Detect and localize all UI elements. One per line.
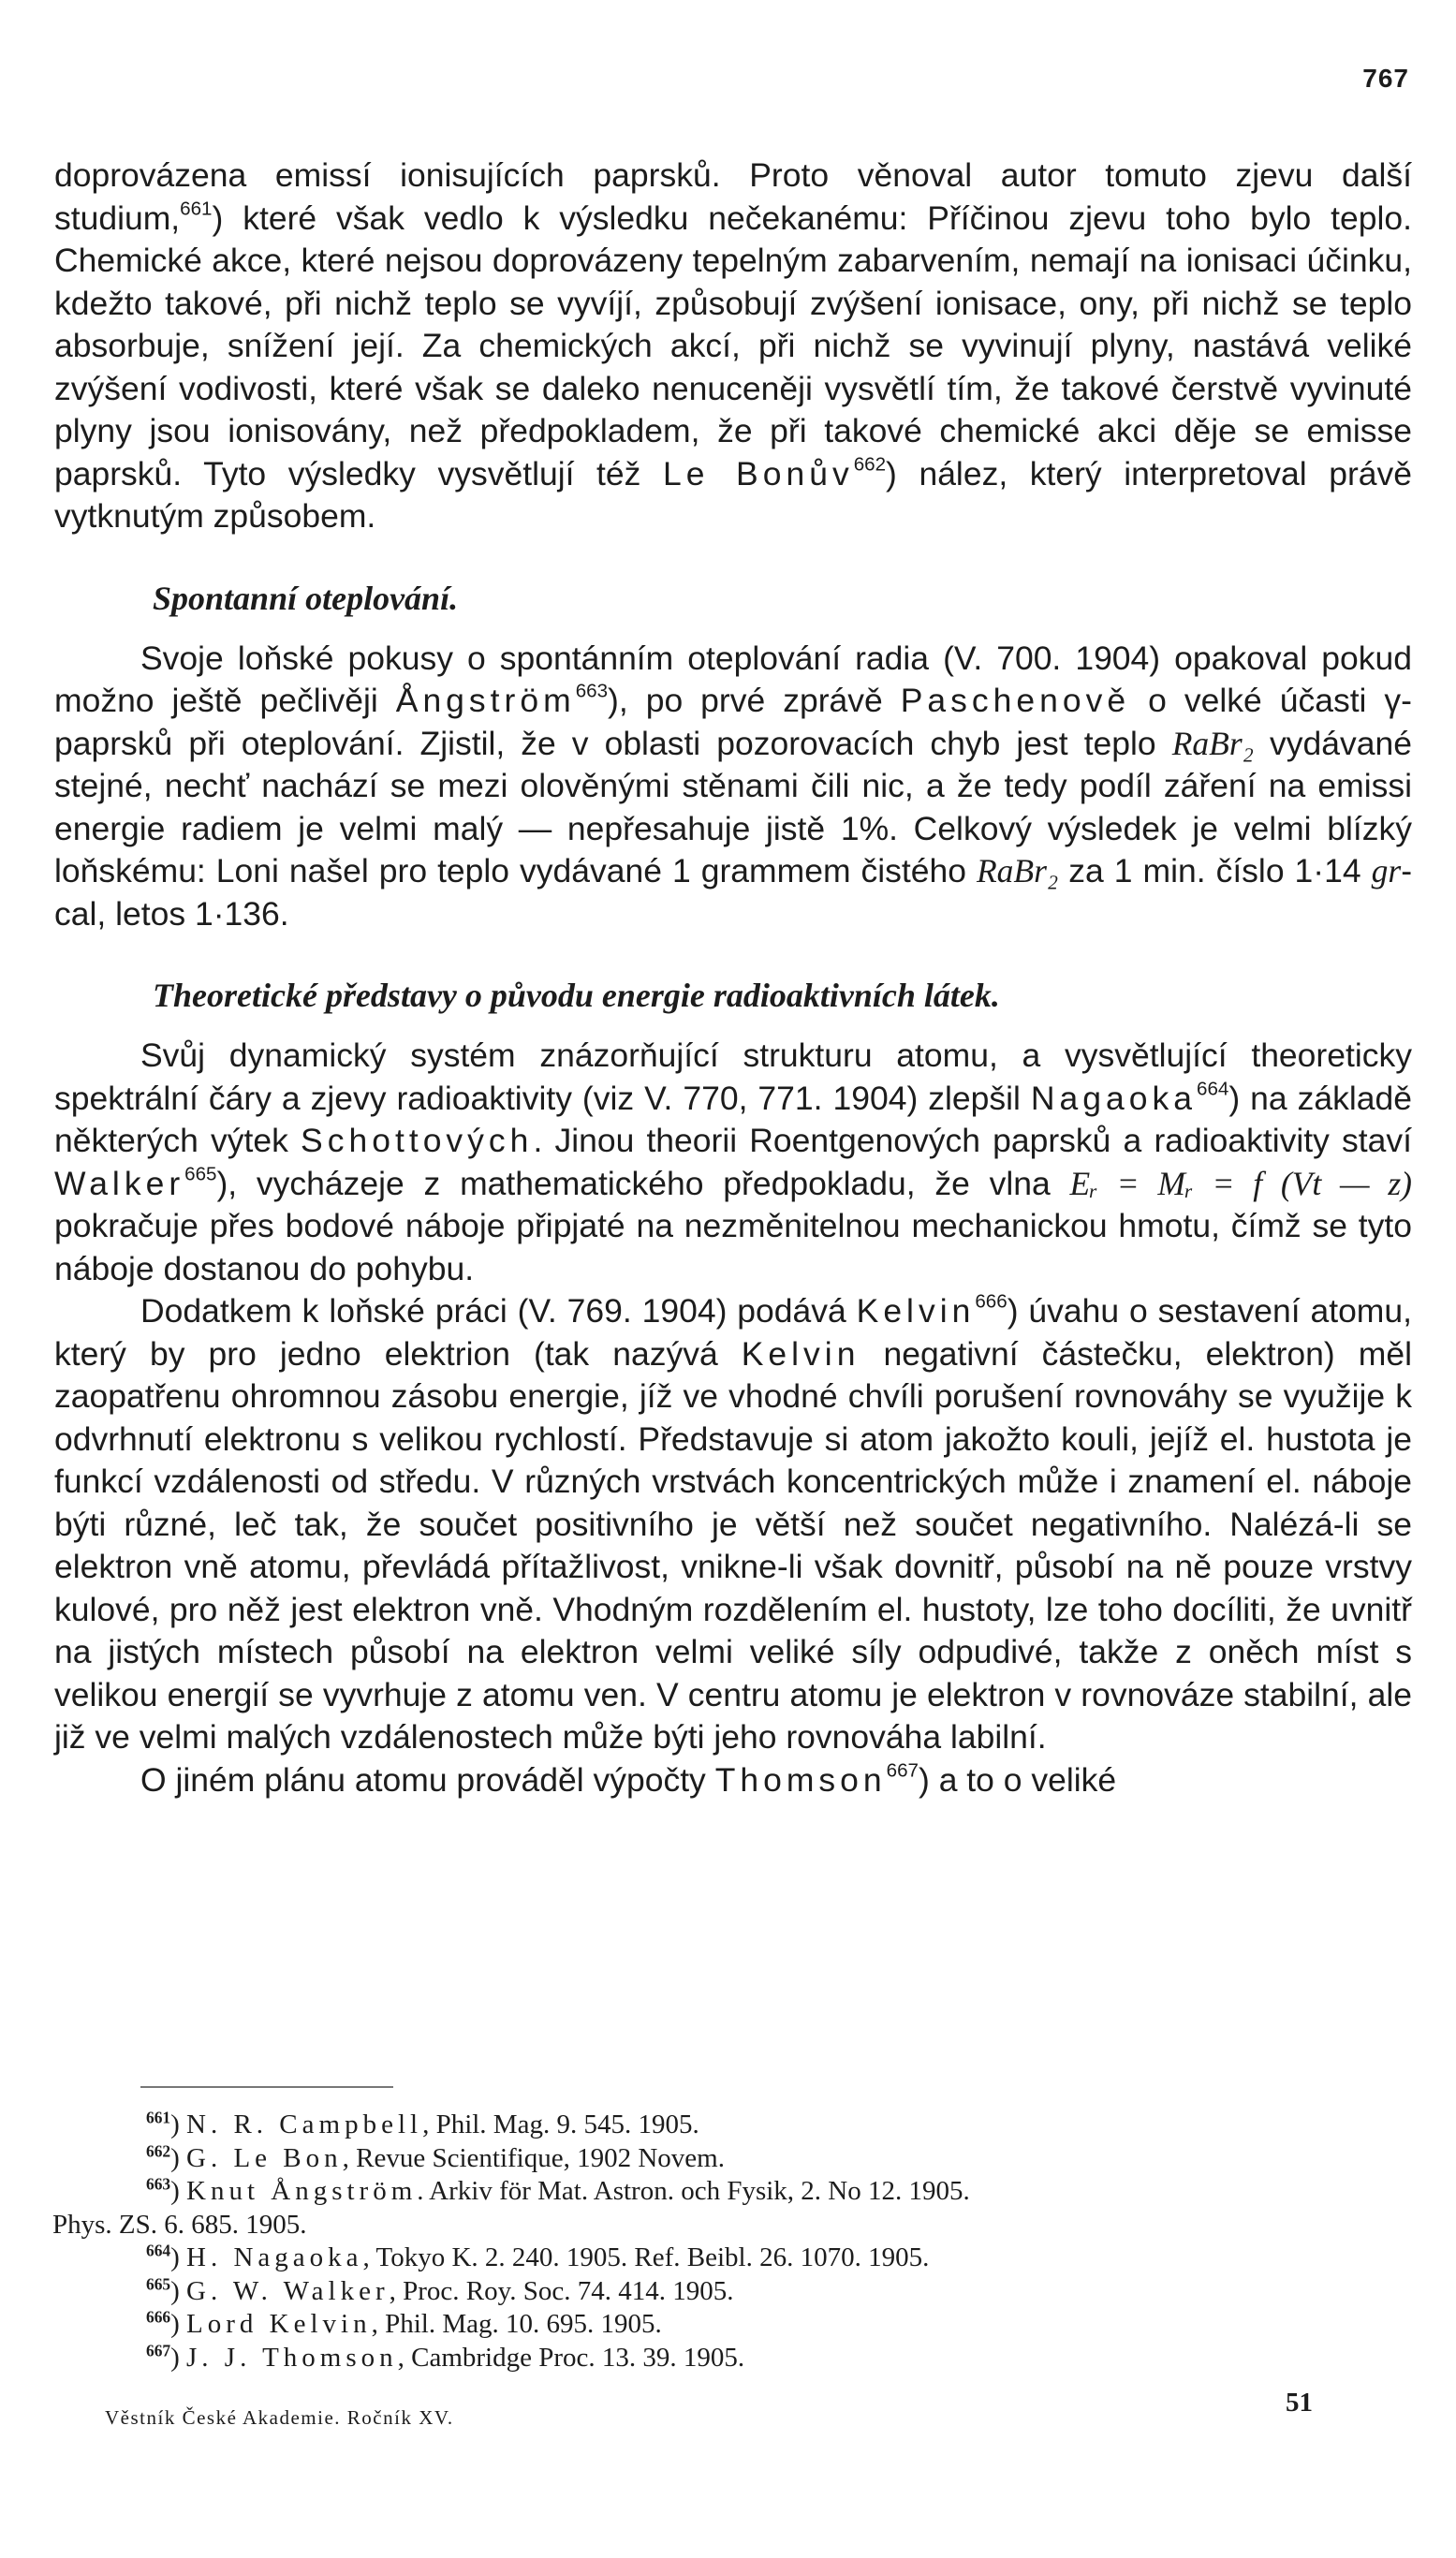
paragraph-campbell: doprovázena emissí ionisujících paprsků. Proto věnoval autor tomuto zjevu další studium,$^{661}$) které však vedlo k výsledku nečekanému: Příčinou zjevu toho bylo teplo. Chemické akce, které nejsou doprovázeny tepelným zabarvením, nemají na ionisaci účinku, kdežto takové, při nichž teplo se vyvíjí, způsobují zvýšení ionisace, ony, při nichž se teplo absorbuje, snížení její. Za chemických akcí, při nichž se vyvinují plyny, nastává veliké zvýšení vodivosti, které však se daleko nenuceněji vysvětlí tím, že takové čerstvě vyvinuté plyny jsou ionisovány, než předpokladem, že při takové chemické akci děje se emisse paprsků. Tyto výsledky vysvětlují též Le Bonův$^{662}$) nález, který interpretoval právě vytknutým způsobem. <box>54 156 1412 535</box>
sheet-signature-number: 51 <box>1286 2388 1313 2418</box>
author-name: Ångström <box>395 682 576 719</box>
section-heading-theoretical-ideas: Theoretické představy o původu energie radioaktivních látek. <box>153 977 1000 1014</box>
footnote-664: $^{664}$) H. Nagaoka, Tokyo K. 2. 240. 1905. Ref. Beibl. 26. 1070. 1905. <box>146 2241 930 2272</box>
paragraph-angstrom: Svoje loňské pokusy o spontánním oteplování radia (V. 700. 1904) opakoval pokud možno ještě pečlivěji Ångström$^{663}$), po prvé zprávě Paschenově o velké účasti γ-paprsků při oteplování. Zjistil, že v oblasti pozorovacích chyb jest teplo RaBr₂ vydávané stejné, nechť nachází se mezi olověnými stěnami čili nic, a že tedy podíl záření na emissi energie radiem je velmi malý — nepřesahuje jistě 1%. Celkový výsledek je velmi blízký loňskému: Loni našel pro teplo vydávané 1 grammem čistého RaBr₂ za 1 min. číslo 1·14 gr-cal, letos 1·136. <box>54 639 1413 933</box>
footnote-ref-666[interactable]: 666 <box>975 1290 1007 1313</box>
footnote-665: $^{665}$) G. W. Walker, Proc. Roy. Soc. 74. 414. 1905. <box>146 2274 734 2306</box>
paragraph-nagaoka: Svůj dynamický systém znázorňující strukturu atomu, a vysvětlující theoreticky spektrální čáry a zjevy radioaktivity (viz V. 770, 771. 1904) zlepšil Nagaoka$^{664}$) na základě některých výtek Schottových. Jinou theorii Roentgenových paprsků a radioaktivity staví Walker$^{665}$), vycházeje z mathematického předpokladu, že vlna Eᵣ = Mᵣ = f (Vt — z) pokračuje přes bodové náboje připjaté na nezměnitelnou mechanickou hmotu, čímž se tyto náboje dostanou do pohybu. <box>54 1036 1412 1287</box>
footnote-divider <box>140 2086 393 2088</box>
author-name: Thomson <box>714 1760 887 1799</box>
chemical-formula: RaBr₂ <box>977 852 1059 889</box>
journal-footer: Věstník České Akademie. Ročník XV. <box>105 2406 454 2429</box>
chemical-formula: RaBr₂ <box>1171 724 1254 762</box>
footnote-662: $^{662}$) G. Le Bon, Revue Scientifique, 1902 Novem. <box>146 2141 725 2173</box>
unit: gr <box>1371 852 1402 889</box>
footnote-663-continuation: Phys. ZS. 6. 685. 1905. <box>52 2209 307 2240</box>
section-heading-spontaneous-heating: Spontanní oteplování. <box>153 579 459 617</box>
author-name: Kelvin <box>856 1292 976 1330</box>
footnote-ref-662[interactable]: 662 <box>853 453 887 476</box>
author-name: Walker <box>54 1164 185 1202</box>
footnote-ref-664[interactable]: 664 <box>1197 1078 1229 1100</box>
wave-formula: Eᵣ = Mᵣ = f (Vt — z) <box>1069 1164 1412 1202</box>
page-number: 767 <box>1362 64 1409 93</box>
footnote-663: $^{663}$) Knut Ångström. Arkiv för Mat. Astron. och Fysik, 2. No 12. 1905. <box>146 2174 970 2206</box>
author-name: Schottových <box>301 1122 534 1159</box>
footnote-667: $^{667}$) J. J. Thomson, Cambridge Proc. 13. 39. 1905. <box>146 2341 745 2373</box>
footnote-666: $^{666}$) Lord Kelvin, Phil. Mag. 10. 695. 1905. <box>146 2307 662 2339</box>
author-name: Kelvin <box>741 1334 860 1373</box>
footnote-ref-665[interactable]: 665 <box>184 1163 217 1185</box>
footnotes <box>54 2109 1412 2374</box>
footnote-661: $^{661}$) N. R. Campbell, Phil. Mag. 9. 545. 1905. <box>146 2108 699 2139</box>
paragraph-thomson: O jiném plánu atomu prováděl výpočty Thomson$^{667}$) a to o veliké <box>140 1759 1117 1799</box>
paragraph-kelvin: Dodatkem k loňské práci (V. 769. 1904) podává Kelvin$^{666}$) úvahu o sestavení atomu, který by pro jedno elektrion (tak nazývá Kelvin negativní částečku, elektron) měl zaopatřenu ohromnou zásobu energie, jíž ve vhodné chvíli porušení rovnováhy se využije k odvrhnutí elektronu s velikou rychlostí. Představuje si atom jakožto kouli, jejíž el. hustota je funkcí vzdálenosti od středu. V různých vrstvách koncentrických může i znamení el. náboje býti různé, leč tak, že součet positivního je větší než součet negativního. Nalézá-li se elektron vně atomu, převládá přítažlivost, vnikne-li však dovnitř, působí na ně pouze vrstvy kulové, pro něž jest elektron vně. Vhodným rozdělením el. hustoty, lze toho docíliti, že uvnitř na jistých místech působí na elektron velmi veliké síly odpudivé, takže z oněch míst s velikou energií se vyvrhuje z atomu ven. V centru atomu je elektron v rovnováze stabilní, ale již ve velmi malých vzdálenostech může býti jeho rovnováha labilní. <box>54 1290 1412 1756</box>
author-name: Le Bonův <box>662 454 854 492</box>
main-text <box>54 154 1412 1801</box>
footnote-ref-667[interactable]: 667 <box>886 1759 919 1782</box>
author-name: Nagaoka <box>1030 1079 1198 1117</box>
footnote-ref-661[interactable]: 661 <box>180 198 213 220</box>
footnote-ref-663[interactable]: 663 <box>575 680 609 702</box>
author-name: Paschenově <box>900 682 1131 719</box>
